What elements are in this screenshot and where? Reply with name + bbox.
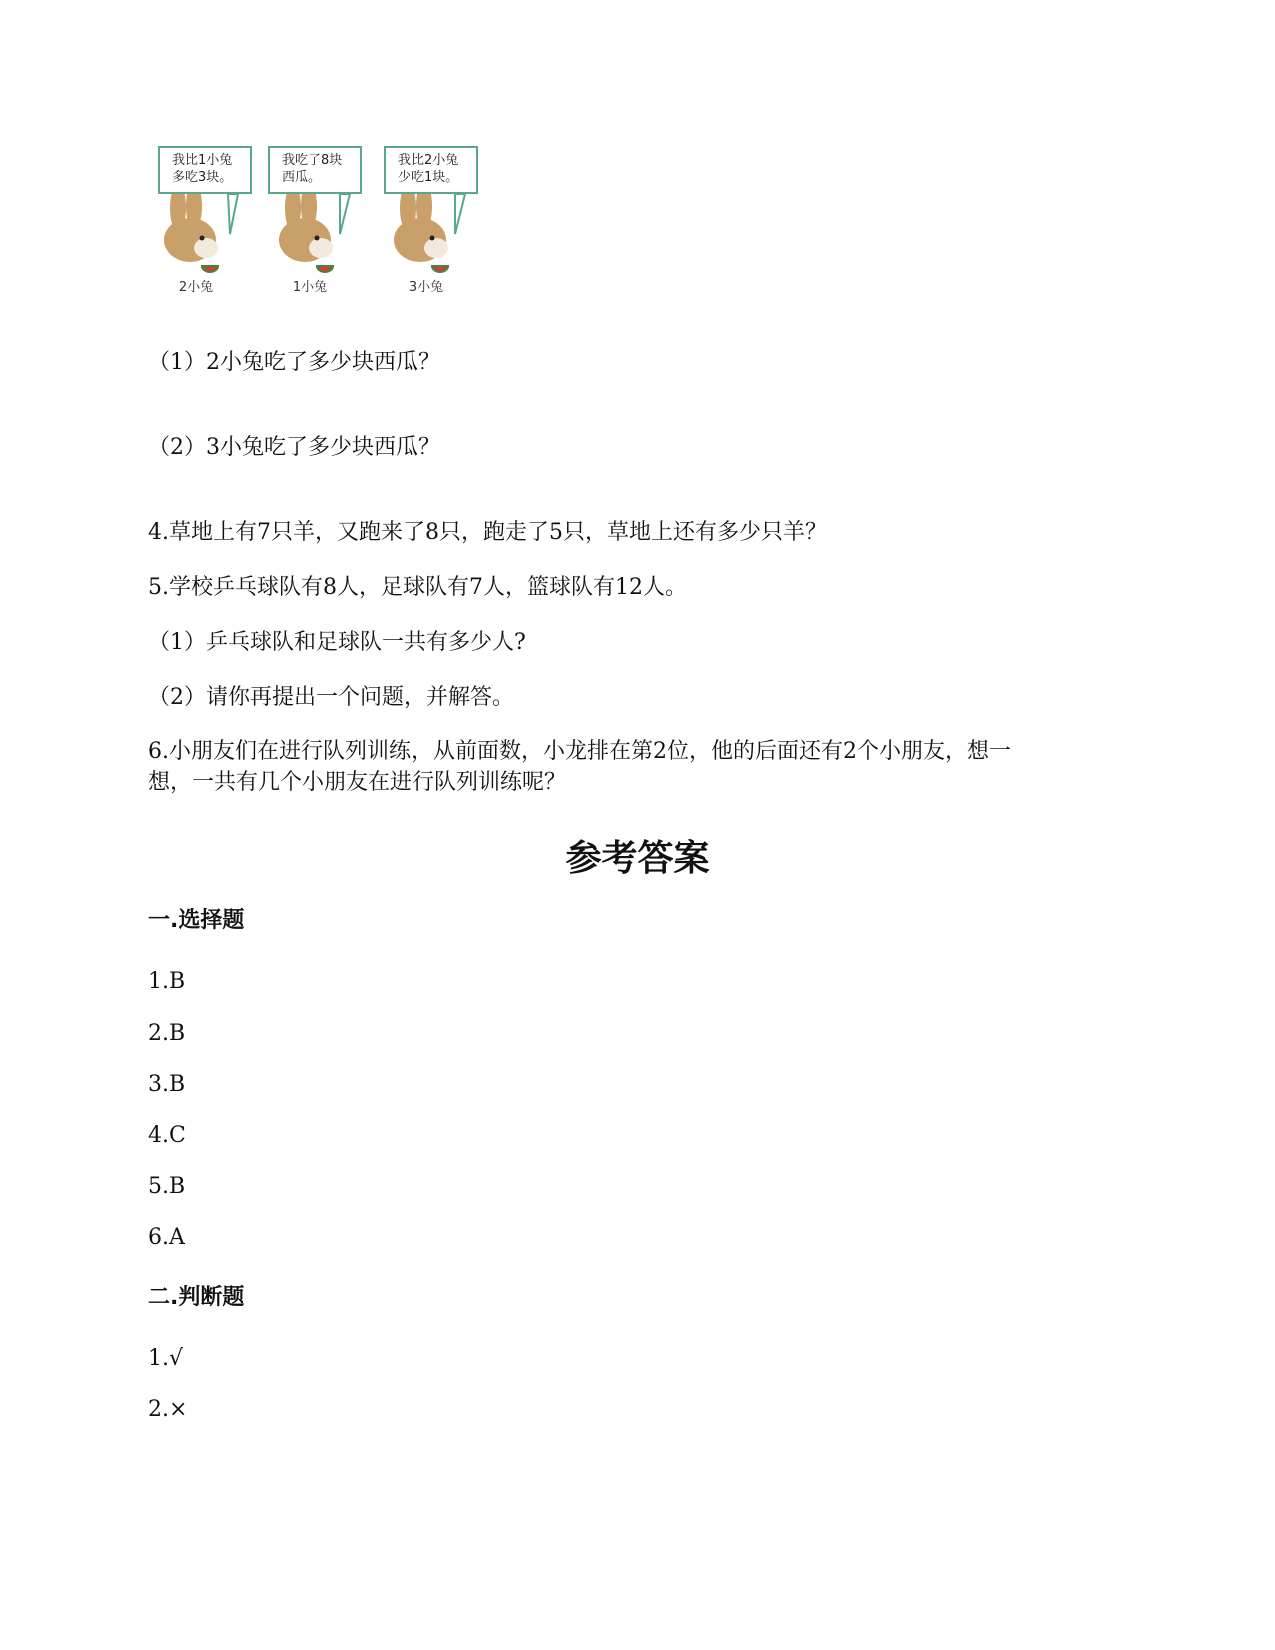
rabbit-2-speech-bubble: 我比1小兔 多吃3块。: [158, 146, 252, 194]
question-5-part-2: （2）请你再提出一个问题，并解答。: [148, 685, 514, 710]
rabbit-3-figure: [394, 182, 448, 272]
choice-answer: 5.B: [148, 1174, 186, 1199]
answer-key-title: 参考答案: [565, 838, 710, 879]
rabbit-1-caption: 1小兔: [292, 280, 328, 295]
rabbit-3-caption: 3小兔: [408, 280, 444, 295]
rabbit-2-figure: [279, 182, 333, 272]
question-3-part-2: （2）3小兔吃了多少块西瓜？: [148, 435, 440, 460]
choice-answer: 6.A: [148, 1225, 185, 1250]
rabbits-illustration: [150, 142, 490, 302]
section-multiple-choice-heading: 一.选择题: [148, 908, 245, 933]
question-6-line-1: 6.小朋友们在进行队列训练，从前面数，小龙排在第2位，他的后面还有2个小朋友，想一: [148, 739, 1011, 764]
rabbit-1-speech-bubble: 我吃了8块 西瓜。: [268, 146, 362, 194]
question-5-part-1: （1）乒乓球队和足球队一共有多少人?: [148, 630, 526, 655]
question-6-line-2: 想，一共有几个小朋友在进行队列训练呢？: [148, 770, 567, 795]
choice-answer: 3.B: [148, 1072, 186, 1097]
question-3-part-1: （1）2小兔吃了多少块西瓜？: [148, 350, 440, 375]
choice-answer: 2.B: [148, 1021, 186, 1046]
choice-answer: 4.C: [148, 1123, 186, 1148]
section-true-false-heading: 二.判断题: [148, 1285, 245, 1310]
rabbit-1-figure: [164, 182, 218, 272]
judgment-answer: 1.√: [148, 1346, 184, 1371]
choice-answer: 1.B: [148, 969, 186, 994]
rabbit-2-caption: 2小兔: [178, 280, 214, 295]
judgment-answer: 2.×: [148, 1397, 188, 1422]
question-5: 5.学校乒乓球队有8人，足球队有7人，篮球队有12人。: [148, 575, 687, 600]
question-4: 4.草地上有7只羊，又跑来了8只，跑走了5只，草地上还有多少只羊？: [148, 520, 827, 545]
rabbit-3-speech-bubble: 我比2小兔 少吃1块。: [384, 146, 478, 194]
